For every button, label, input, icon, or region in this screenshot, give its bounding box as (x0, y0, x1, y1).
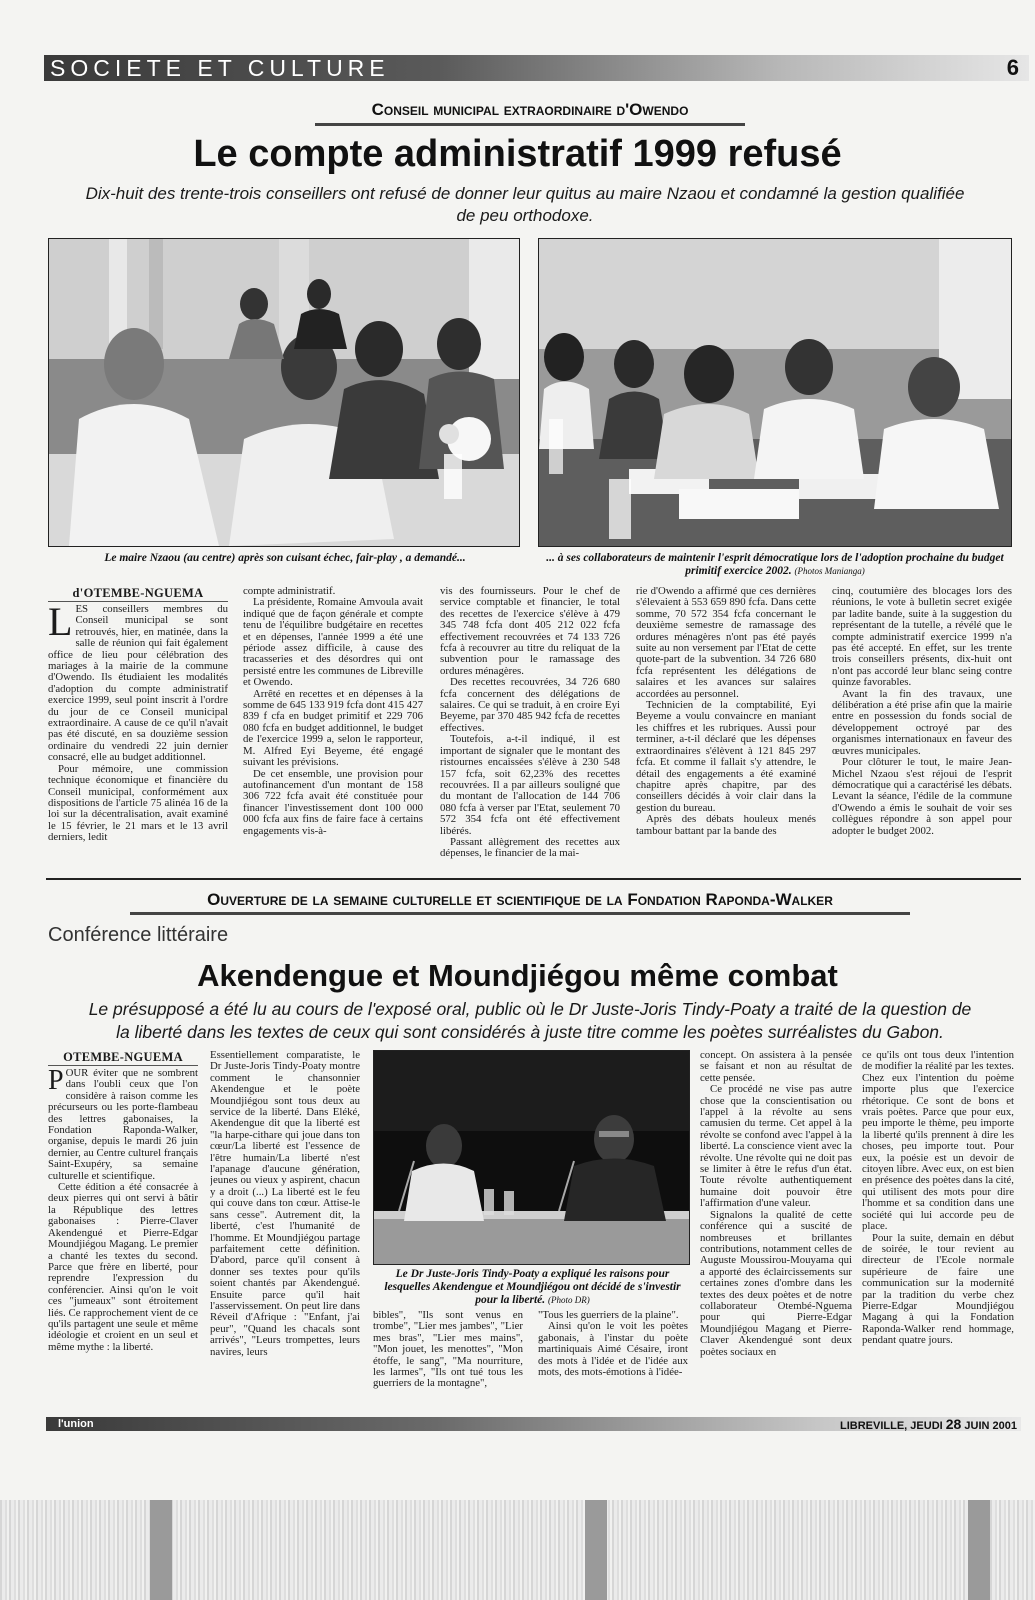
conference-photo (374, 1051, 689, 1264)
article1-caption-left: Le maire Nzaou (au centre) après son cuisant échec, fair-play , a demandé... (104, 552, 466, 564)
scan-mark (968, 1500, 990, 1600)
article1-paragraph: compte administratif. (243, 586, 336, 597)
article2-paragraph: ce qu'ils ont tous deux l'intention de modifier la réalité par les textes. Chez eux l'intention du poème importe plus que l'exercice rhétorique. Ce sont de bons et vrais poètes. Parce que pour eux, peu importe le thème, peu importe la liberté qu'ils prennent à dire les choses, peu importe tout. Pour eux, la poésie est un devoir de citoyen libre. Avec eux, on est bien en présence des poètes dans la cité, qui utilisent des mots pour dire l'homme et sa condition dans une société qui lui accorde peu de place. (862, 1050, 1014, 1233)
article2-paragraph: concept. On assistera à la pensée se faisant et non au résultat de cette pensée. (700, 1050, 852, 1084)
article2-paragraph: POUR éviter que ne sombrent dans l'oubli ceux que l'on considère à raison comme les précurseurs ou les porte-flambeau des lettres gabonaises, la Fondation Raponda-Walker, organise, depuis le mardi 26 juin dernier, au Centre culturel français Saint-Exupéry, sa semaine culturelle et scientifique. (48, 1068, 198, 1182)
article1-kicker: Conseil municipal extraordinaire d'Owendo (315, 100, 745, 126)
article2-column-6 (862, 1050, 1014, 1413)
article1-caption-right (540, 552, 1010, 578)
article2-column-2 (210, 1050, 360, 1413)
article2-deck: Le présupposé a été lu au cours de l'exposé oral, public où le Dr Juste-Joris Tindy-Poaty a traité de la question de la liberté dans les textes de ceux qui sont considérés à juste titre comme les poètes surréalistes du Gabon. (88, 999, 972, 1042)
meeting-photo-councillors (539, 239, 1011, 546)
article2-paragraph: Cette édition a été consacrée à deux pierres qui ont servi à bâtir la République des lettres gabonaises : Pierre-Claver Akendengué et Pierre-Edgar Moundjiégou Magang. Le premier a chanté les textes du second. Parce que frère en liberté, pour reprendre l'expression du conférencier. Ainsi qu'on le voit ces "jumeaux" sont étroitement liés. Ce rapprochement vient de ce qu'ils partagent une seule et même idéologie et croient en un seul et même mythe : la liberté. (48, 1181, 198, 1353)
article2-column-1 (48, 1068, 198, 1413)
meeting-photo-mayor (49, 239, 519, 546)
article2-paragraph: Essentiellement comparatiste, le Dr Juste-Joris Tindy-Poaty montre comment le chansonnier Akendengue et le poète Moundjiégou sont tous deux au service de la liberté. Dans Eléké, Akendengue dit que la liberté est "la harpe-cithare qui joue dans ton cœur/La liberté est l'essence de l'être humain/La liberté n'est l'apanage d'aucune génération, jeunes ou vieux y aspirent, chacun y a droit (...) La liberté est le feu qui couve dans ton cœur. Attise-le sans cesse". Autrement dit, la liberté, c'est l'humanité de l'homme. Et Moundjiégou partage parfaitement cette définition. D'abord, parce qu'il consent à donner ses textes pour qu'ils soient chantés par Akendengué. Ensuite parce qu'il hait l'asservissement. On peut lire dans Réveil d'Afrique : "Enfant, j'ai peur", "Quand les chacals sont arrivés", "Leurs trompettes, leurs navires, leurs (210, 1050, 360, 1358)
article2-byline: OTEMBE-NGUEMA (48, 1050, 198, 1066)
dropcap: P (48, 1068, 64, 1096)
article2-column-5 (700, 1050, 852, 1413)
article1-paragraph: De cet ensemble, une provision pour autofinancement d'un montant de 158 306 722 fcfa avait été constituée pour financer l'investissement dont 100 000 000 fcfa aux fins de faire face à certains engagements vis-à- (243, 767, 423, 837)
article1-headline: Le compte administratif 1999 refusé (193, 133, 842, 175)
article1-paragraph: Des recettes recouvrées, 34 726 680 fcfa concernent des délégations de salaires. Ce qui se traduit, à en croire Eyi Beyeme, par 370 485 942 fcfa de recettes effectives. (440, 676, 620, 734)
article2-paragraph: bibles", "Ils sont venus en trombe", "Lier mes jambes", "Lier mes bras", "Lier mes mains", "Mon jouet, les menottes", "Mon étoffe, le sang", "Ma nourriture, les larmes", "Ils ont tué tous les guerriers de la montagne", (373, 1310, 523, 1390)
caption-text: Le Dr Juste-Joris Tindy-Poaty a expliqué les raisons pour lesquelles Akendengue et Moundjiégou ont décidé de s'investir pour la liberté. (384, 1268, 681, 1306)
section-title: SOCIETE ET CULTURE (50, 55, 390, 81)
photo-credit: (Photo DR) (548, 1295, 590, 1305)
page-number: 6 (1006, 55, 1019, 80)
article1-paragraph: Après des débats houleux menés tambour battant par la bande des (636, 813, 816, 837)
article1-paragraph: Avant la fin des travaux, une délibération a été prise afin que la mairie entre en possession du fonds social de développement octroyé par des organismes internationaux en faveur des œuvres municipales. (832, 687, 1012, 757)
article1-paragraph: La présidente, Romaine Amvoula avait indiqué que de façon générale et compte tenu de l'équilibre budgétaire en recettes et en dépenses, l'année 1999 a été une période assez difficile, à cause des tracasseries et des désordres qui ont persisté entre les communes de Libreville et Owendo. (243, 596, 423, 689)
article1-paragraph: Pour mémoire, une commission technique économique et financière du Conseil municipal, conformément aux dispositions de l'article 75 alinéa 16 de la loi sur la décentralisation, avait examiné le 15 février, le 21 mars et le 13 avril derniers, ledit (48, 762, 228, 844)
article2-photo (373, 1050, 690, 1265)
article1-paragraph: vis des fournisseurs. Pour le chef de service comptable et financier, le total des recettes de l'exercice s'élève à 479 345 748 fcfa dont 405 212 022 fcfa effectivement recouvrées et 74 133 726 fcfa à recouvrer au titre du reliquat de la subvention pour le ramassage des ordures ménagères. (440, 586, 620, 677)
article1-photo-right (538, 238, 1012, 547)
article1-paragraph: Passant allègrement des recettes aux dépenses, le financier de la mai- (440, 835, 620, 860)
article2-kicker: Ouverture de la semaine culturelle et scientifique de la Fondation Raponda-Walker (130, 890, 910, 915)
article2-rubric: Conférence littéraire (48, 924, 229, 946)
article1-paragraph: rie d'Owendo a affirmé que ces dernières s'élevaient à 553 659 890 fcfa. Dans cette somme, 70 572 354 fcfa concernant le deuxième semestre de ramassage des ordures ménagères n'ont pas été payés suite au non versement par l'Etat de cette quote-part de la subvention. 34 726 680 fcfa représentent les délégations de salaires et les avances sur salaires accordées au personnel. (636, 586, 816, 700)
issue-day: 28 (945, 1416, 962, 1432)
article-separator (46, 878, 1021, 880)
article2-paragraph: Pour la suite, demain en début de soirée, le tour revient au directeur de l'Ecole normale supérieure de faire une communication sur la modernité par la tradition du verbe chez Pierre-Edgar Moundjiégou Magang à qui la Fondation Raponda-Walker rend hommage, pendant quatre jours. (862, 1231, 1014, 1347)
article2-paragraph: Ainsi qu'on le voit les poètes gabonais, à l'instar du poète martiniquais Aimé Césaire, iront des mots à l'idée et de l'idée aux mots, des mots-émotions à l'idée- (538, 1320, 688, 1379)
article2-caption (380, 1268, 685, 1307)
issue-date (840, 1417, 1017, 1433)
page-footer (46, 1417, 1021, 1431)
article1-photo-left (48, 238, 520, 547)
scan-mark (585, 1500, 607, 1600)
article1-column-2 (243, 586, 423, 866)
issue-place: LIBREVILLE, JEUDI (840, 1420, 943, 1432)
article2-paragraph: Signalons la qualité de cette conférence qui a suscité de nombreuses et brillantes contributions, notamment celles de Auguste Moussirou-Mouyama qui a apporté des éclaircissements sur certaines zones d'ombre dans les textes des deux poètes et de notre collaborateur Otembé-Nguema pour qui Pierre-Edgar Moundjiégou Magang et Pierre-Claver Akendengué sont deux poètes sociaux en (700, 1208, 852, 1358)
article1-paragraph: LES conseillers membres du Conseil municipal se sont retrouvés, hier, en matinée, dans la salle de réunion qui fait également office de lieu pour célébration des mariages à la mairie de la commune d'Owendo. Ils étudiaient les modalités d'adoption du compte administratif exercice 1999, seul point inscrit à l'ordre du jour de ce Conseil municipal extraordinaire. A cause de ce qu'il n'avait pas été discuté, en sa douzième session ordinaire du vendredi 22 juin dernier consacré, elle au budget additionnel. (48, 604, 228, 764)
article2-column-3 (373, 1310, 523, 1413)
article1-byline: d'OTEMBE-NGUEMA (48, 586, 228, 602)
article1-deck: Dix-huit des trente-trois conseillers ont refusé de donner leur quitus au maire Nzaou et condamné la gestion qualifiée de peu orthodoxe. (85, 184, 965, 225)
article1-column-3 (440, 586, 620, 866)
article2-column-4 (538, 1310, 688, 1413)
issue-month-year: JUIN 2001 (964, 1420, 1017, 1432)
article1-paragraph: Pour clôturer le tout, le maire Jean-Michel Nzaou s'est réjoui de l'esprit démocratique qui a caractérisé les débats. Levant la séance, l'édile de la commune d'Owendo a émis le souhait de voir ses collègues répondre à son appel pour adopter le budget 2002. (832, 756, 1012, 837)
article1-paragraph: Toutefois, a-t-il indiqué, il est important de signaler que le montant des ristournes encaissées s'élève à 230 548 157 fcfa, soit 62,23% des recettes recouvrées. Il a par ailleurs souligné que du montant de l'allocation de 144 706 080 fcfa à verser par l'Etat, seulement 70 572 354 fcfa ont été effectivement libérés. (440, 733, 620, 837)
caption-right-text: ... à ses collaborateurs de maintenir l'esprit démocratique lors de l'adoption prochaine du budget primitif exercice 2002. (546, 552, 1004, 577)
article1-column-1 (48, 604, 228, 866)
article1-paragraph: cinq, coutumière des blocages lors des réunions, le vote à bulletin secret exigée par ladite bande, suite à la suggestion du représentant de la tutelle, a révélé que le compte administratif exercice 1999 n'a pas été accepté. En effet, sur les trente trois conseillers présents, dix-huit ont n'ont pas accordé leur blanc seing contre quinze favorables. (832, 586, 1012, 689)
article2-headline: Akendengue et Moundjiégou même combat (197, 958, 838, 993)
article2-paragraph: Ce procédé ne vise pas autre chose que la conscientisation ou l'appel à la révolte au sens camusien du terme. Cet appel à la révolte se confond avec l'appel à la liberté. La conscience vient avec la révolte. Une révolte qui ne doit pas se limiter à être le refus d'un état. Toute révolte authentiquement humaine doit pouvoir être l'affirmation d'une valeur. (700, 1083, 852, 1210)
article1-paragraph: Technicien de la comptabilité, Eyi Beyeme a voulu convaincre en maniant les chiffres et les rubriques. Aussi pour terminer, a-t-il déclaré que les dépenses extraordinaires s'élèvent à 121 845 297 fcfa. Et comme il fallait s'y attendre, le détail des engagements a été examiné chapitre après chapitre, par des conseillers décidés à voir clair dans la gestion du bureau. (636, 699, 816, 814)
article1-column-5 (832, 586, 1012, 866)
photo-credit: (Photos Manianga) (794, 566, 865, 576)
article1-paragraph: Arrêté en recettes et en dépenses à la somme de 645 133 919 fcfa dont 415 427 839 f cfa en budget primitif et 229 706 080 fcfa en budget additionnel, le budget de l'exercice 1999 a, selon le rapporteur, M. Alfred Eyi Beyeme, été engagé suivant les prévisions. (243, 687, 423, 769)
dropcap: L (48, 604, 73, 644)
section-banner (44, 55, 1029, 81)
scan-mark (150, 1500, 172, 1600)
newspaper-brand: l'union (58, 1418, 94, 1430)
article2-paragraph: "Tous les guerriers de la plaine". (538, 1310, 679, 1321)
article1-column-4 (636, 586, 816, 866)
